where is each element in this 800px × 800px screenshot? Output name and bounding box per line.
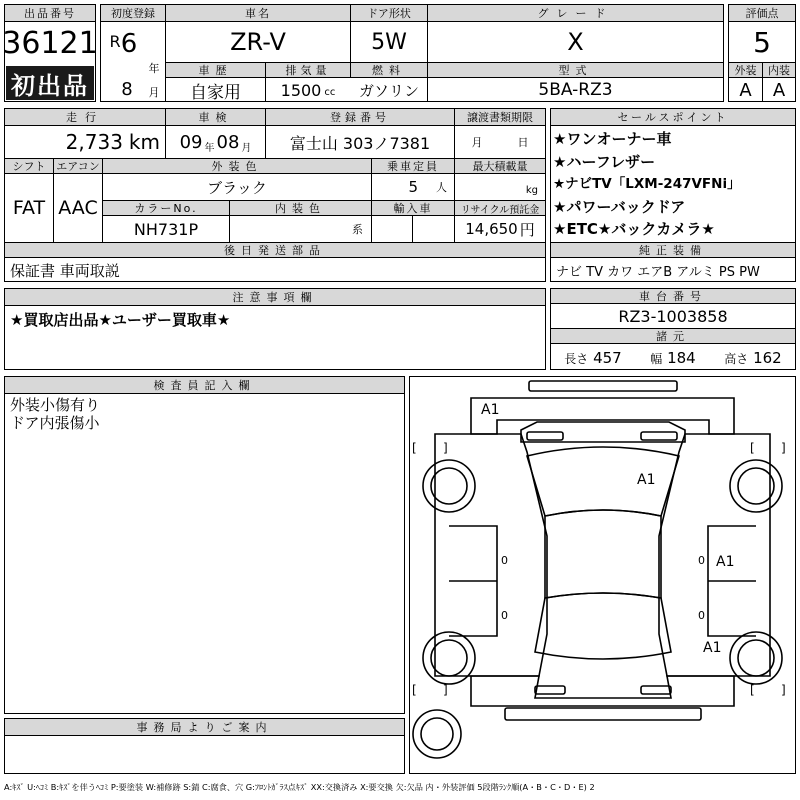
inspector-label: 検査員記入欄	[4, 376, 405, 394]
capacity-unit: 人	[436, 181, 447, 194]
color-no-label: カラーNo.	[102, 200, 230, 216]
inspector-lines	[10, 396, 100, 432]
aircon-value: AAC	[58, 197, 98, 219]
zero-mark: 0	[501, 609, 508, 622]
first-reg-year: 6	[120, 29, 138, 59]
sales-point-item: ★ワンオーナー車	[553, 130, 672, 148]
max-load-unit: kg	[525, 184, 538, 196]
width-value: 184	[667, 348, 696, 367]
dimensions-row	[550, 345, 796, 370]
dimensions-label: 諸元	[550, 328, 796, 344]
first-reg-label: 初度登録	[100, 4, 166, 22]
chassis-label: 車台番号	[550, 288, 796, 304]
chassis-value: RZ3-1003858	[618, 306, 728, 326]
score-value: 5	[753, 25, 771, 59]
model-code-value: 5BA-RZ3	[538, 80, 613, 100]
first-reg-month-unit: 月	[148, 86, 160, 99]
sales-point-item: ★ハーフレザー	[553, 152, 656, 171]
exterior-color-label: 外装色	[102, 158, 372, 174]
inspection-year: 09	[179, 131, 203, 153]
bracket-close: ]	[781, 441, 786, 455]
later-parts-label: 後日発送部品	[4, 242, 546, 258]
history-value: 自家用	[190, 82, 241, 103]
first-reg-year-unit: 年	[148, 62, 160, 75]
zero-mark: 0	[501, 554, 508, 567]
bracket-open: [	[412, 683, 417, 697]
door-value: 5W	[371, 29, 407, 55]
shift-label: シフト	[4, 158, 54, 174]
door-label: ドア形状	[350, 4, 428, 22]
interior-color-label: 内装色	[229, 200, 372, 216]
recycle-number: 14,650	[465, 220, 518, 238]
displacement-number: 1500	[280, 80, 322, 100]
damage-mark: A1	[637, 472, 656, 488]
rear-window	[535, 593, 671, 659]
fuel-label: 燃料	[350, 62, 428, 78]
capacity-value	[371, 174, 455, 200]
damage-mark: A1	[481, 402, 500, 418]
mileage-value	[4, 126, 166, 158]
color-no-value: NH731P	[133, 219, 199, 239]
bracket-open: [	[412, 441, 417, 455]
length-value: 457	[593, 348, 622, 367]
legend: A:ｷｽﾞ U:ﾍｺﾐ B:ｷｽﾞを伴うﾍｺﾐ P:要塗装 W:補修跡 S:錆 C:腐食、穴 G:ﾌﾛﾝﾄｶﾞﾗｽ点ｷｽﾞ XX:交換済み X:要交換 欠:欠品 内・外装評価 5段階ﾗﾝｸ順(A・B・C・D・E) 2	[4, 781, 595, 792]
plate-value: 富士山 303ノ7381	[289, 133, 431, 153]
deadline-day-unit: 日	[517, 136, 529, 149]
fuel-value: ガソリン	[358, 81, 419, 100]
notes-label: 注意事項欄	[4, 288, 546, 306]
windshield	[527, 447, 679, 516]
height-value: 162	[753, 348, 782, 367]
bracket-close: ]	[443, 441, 448, 455]
recycle-value	[454, 216, 546, 242]
capacity-label: 乗車定員	[371, 158, 455, 174]
grade-label: グレード	[427, 4, 724, 22]
first-listing-badge: 初出品	[6, 66, 94, 100]
sales-points-list	[553, 128, 793, 241]
equipment-label: 純正装備	[550, 242, 796, 258]
dimension-height	[724, 349, 781, 367]
deadline-units	[454, 126, 546, 158]
mileage-label: 走行	[4, 108, 166, 126]
recycle-label: リサイクル預託金	[454, 200, 546, 216]
inspection-year-unit: 年	[204, 142, 215, 154]
rear-body	[471, 676, 734, 706]
sales-points-label: セールスポイント	[550, 108, 796, 126]
car-name-label: 車名	[165, 4, 351, 22]
interior-grade-label: 内装	[762, 62, 796, 78]
inspector-line: ドア内張傷小	[10, 414, 100, 432]
exterior-color-value: ブラック	[207, 178, 267, 197]
aircon-label: エアコン	[53, 158, 103, 174]
displacement-unit: cc	[324, 87, 336, 98]
score-label: 評価点	[728, 4, 796, 22]
shift-value: FAT	[12, 197, 46, 219]
max-load-label: 最大積載量	[454, 158, 546, 174]
capacity-number: 5	[408, 178, 418, 196]
dimension-length	[564, 349, 621, 367]
sales-point-item: ★パワーバックドア	[553, 197, 686, 216]
inspection-month: 08	[216, 131, 240, 153]
hood-outline	[471, 398, 734, 434]
recycle-unit: 円	[519, 220, 535, 239]
model-code-label: 型式	[427, 62, 724, 78]
zero-mark: 0	[698, 554, 705, 567]
bracket-open: [	[750, 441, 755, 455]
inspector-line: 外装小傷有り	[10, 396, 101, 414]
zero-mark: 0	[698, 609, 705, 622]
car-diagram	[409, 376, 796, 774]
office-label: 事務局よりご案内	[4, 718, 405, 736]
first-reg-era: R	[109, 31, 121, 51]
height-label: 高さ	[724, 351, 749, 366]
damage-mark: A1	[716, 554, 735, 570]
history-label: 車歴	[165, 62, 266, 78]
mileage-unit: km	[128, 130, 160, 154]
exterior-grade-value: A	[739, 79, 752, 101]
sales-point-item: ★ナビTV「LXM-247VFNi」	[553, 176, 741, 192]
car-name-value: ZR-V	[230, 28, 286, 56]
exterior-grade-label: 外装	[728, 62, 763, 78]
dimension-width	[650, 349, 695, 367]
inspection-label: 車検	[165, 108, 266, 126]
later-parts-value: 保証書 車両取説	[10, 261, 120, 280]
deadline-label: 譲渡書類期限	[454, 108, 546, 126]
notes-value: ★買取店出品★ユーザー買取車★	[10, 310, 231, 329]
sales-point-item: ★ETC★バックカメラ★	[553, 220, 715, 238]
interior-grade-value: A	[772, 79, 786, 101]
equipment-value: ナビ TV カワ エアB アルミ PS PW	[556, 264, 760, 280]
inspection-value	[165, 126, 266, 158]
lot-label: 出品番号	[4, 4, 96, 22]
mileage-number: 2,733	[65, 130, 123, 154]
import-label: 輸入車	[371, 200, 455, 216]
plate-label: 登録番号	[265, 108, 455, 126]
lot-number: 36121	[2, 25, 98, 61]
length-label: 長さ	[564, 351, 589, 366]
width-label: 幅	[650, 351, 663, 366]
interior-color-unit: 系	[352, 223, 363, 236]
inspection-month-unit: 月	[241, 142, 252, 154]
grade-value: X	[567, 28, 584, 56]
bracket-close: ]	[781, 683, 786, 697]
displacement-value	[265, 78, 351, 102]
bracket-close: ]	[443, 683, 448, 697]
damage-mark: A1	[703, 640, 722, 656]
bracket-open: [	[750, 683, 755, 697]
displacement-label: 排気量	[265, 62, 351, 78]
roof	[545, 510, 661, 598]
front-bumper-strip	[529, 381, 677, 391]
first-reg-month: 8	[121, 78, 133, 100]
rear-bumper-strip	[505, 708, 701, 720]
deadline-month-unit: 月	[471, 136, 483, 149]
